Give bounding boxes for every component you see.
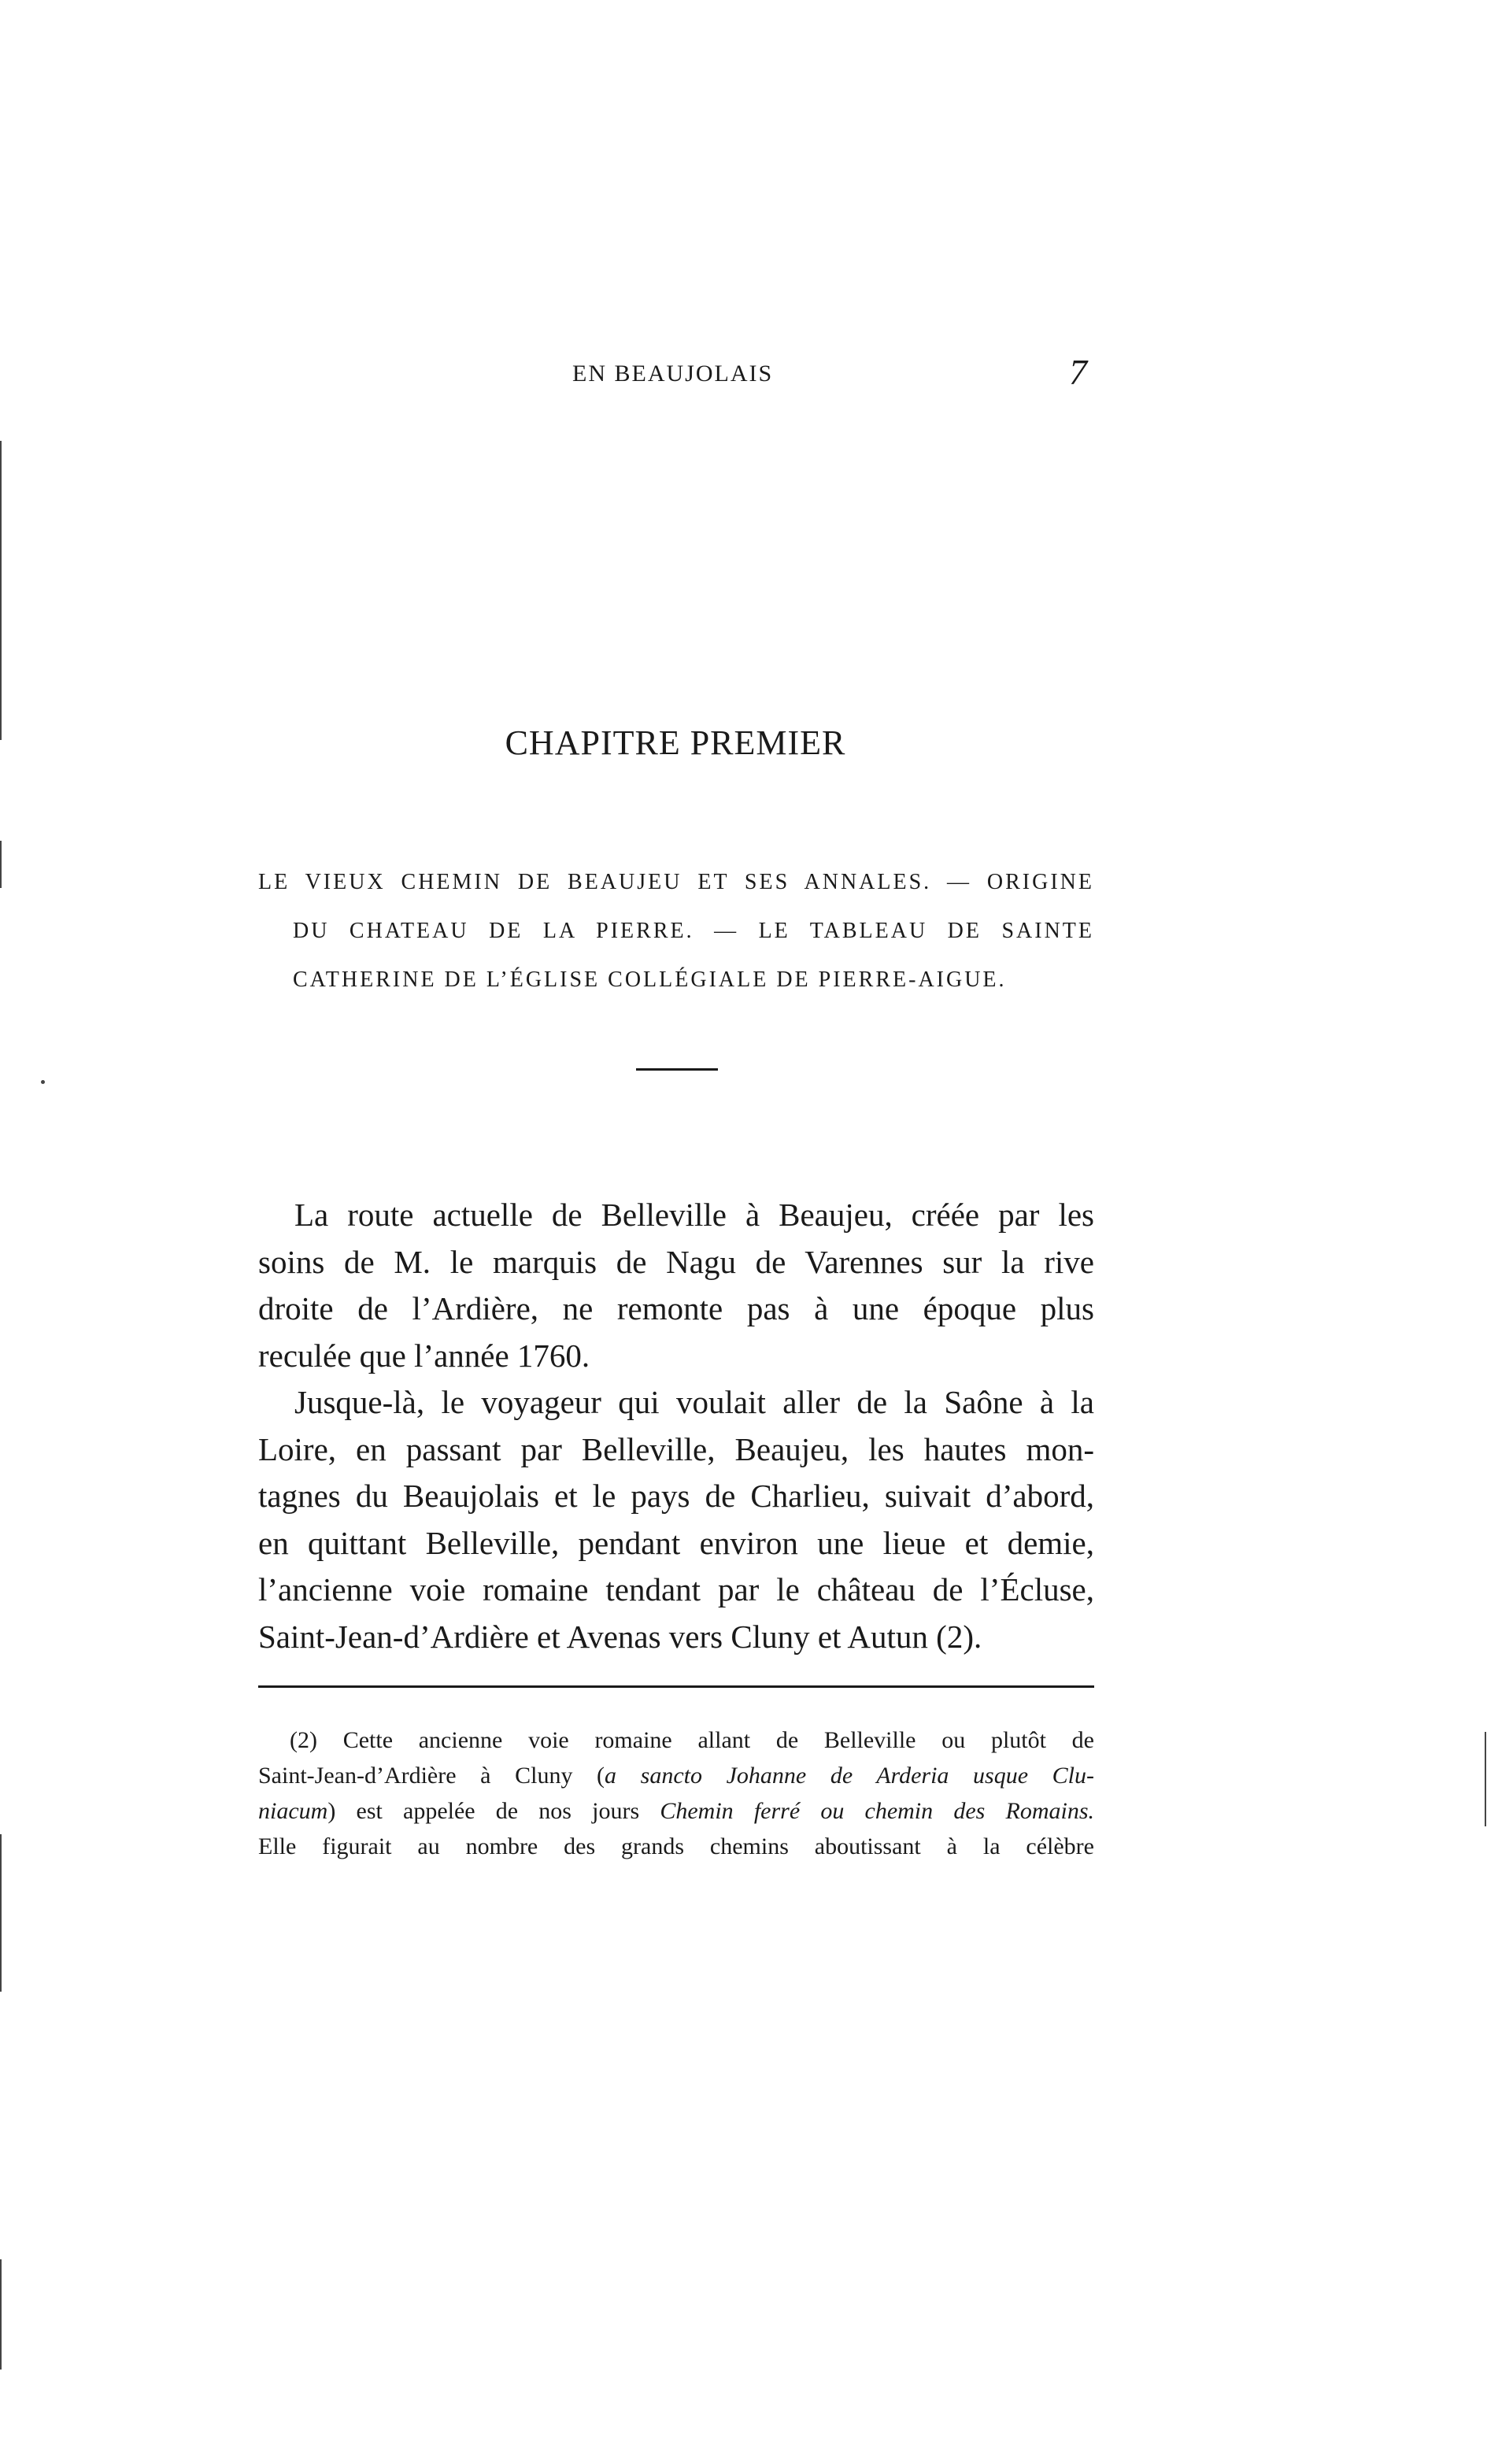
chapter-summary xyxy=(258,858,1094,1004)
footnote-line-4: Elle figurait au nombre des grands chemins aboutissant à la célèbre xyxy=(258,1833,1094,1859)
paragraph-1-line-2: soins de M. le marquis de Nagu de Varennes sur la rive xyxy=(258,1243,1094,1280)
paragraph-2 xyxy=(258,1379,1094,1660)
paragraph-1-line-4: reculée que l’année 1760. xyxy=(258,1337,590,1374)
section-divider xyxy=(636,1068,718,1071)
footnote xyxy=(258,1722,1094,1864)
summary-line-2: DU CHATEAU DE LA PIERRE. — LE TABLEAU DE SAINTE xyxy=(293,919,1094,943)
running-title: EN BEAUJOLAIS xyxy=(572,361,774,387)
paragraph-1-line-1: La route actuelle de Belleville à Beaujeu, créée par les xyxy=(294,1197,1094,1233)
footnote-line-2 xyxy=(258,1758,1094,1793)
footnote-line-3-name: Chemin ferré ou chemin des Romains. xyxy=(660,1798,1094,1824)
paragraph-2-line-1: Jusque-là, le voyageur qui voulait aller de la Saône à la xyxy=(294,1384,1094,1420)
footnote-line-2-text: Saint-Jean-d’Ardière à Cluny ( xyxy=(258,1763,605,1789)
footnote-separator xyxy=(258,1685,1094,1688)
scan-speck xyxy=(41,1080,45,1084)
scan-edge-mark xyxy=(0,441,2,740)
footnote-line-1: (2) Cette ancienne voie romaine allant de Belleville ou plutôt de xyxy=(290,1727,1094,1753)
paragraph-2-line-4: en quittant Belleville, pendant environ une lieue et demie, xyxy=(258,1524,1094,1561)
scan-edge-mark xyxy=(0,1834,2,1992)
scan-edge-mark xyxy=(0,841,2,888)
paragraph-1-line-3: droite de l’Ardière, ne remonte pas à une époque plus xyxy=(258,1290,1094,1326)
scan-edge-mark xyxy=(1485,1732,1486,1826)
summary-line-1: LE VIEUX CHEMIN DE BEAUJEU ET SES ANNALES. — ORIGINE xyxy=(258,870,1094,894)
body-text xyxy=(258,1192,1094,1660)
scan-edge-mark xyxy=(0,2259,2,2370)
footnote-line-2-latin: a sancto Johanne de Arderia usque Clu- xyxy=(605,1763,1094,1789)
footnote-line-3 xyxy=(258,1793,1094,1829)
footnote-line-3-text: ) est appelée de nos jours xyxy=(327,1798,660,1824)
paragraph-2-line-2: Loire, en passant par Belleville, Beaujeu, les hautes mon- xyxy=(258,1430,1094,1467)
summary-line-3: CATHERINE DE L’ÉGLISE COLLÉGIALE DE PIERRE-AIGUE. xyxy=(293,967,1007,992)
page-number: 7 xyxy=(1069,352,1087,392)
chapter-title: CHAPITRE PREMIER xyxy=(505,723,846,762)
paragraph-1 xyxy=(258,1192,1094,1379)
paragraph-2-line-6: Saint-Jean-d’Ardière et Avenas vers Cluny et Autun (2). xyxy=(258,1618,982,1655)
paragraph-2-line-3: tagnes du Beaujolais et le pays de Charlieu, suivait d’abord, xyxy=(258,1478,1094,1514)
paragraph-2-line-5: l’ancienne voie romaine tendant par le château de l’Écluse, xyxy=(258,1571,1094,1608)
footnote-line-3-latin: niacum xyxy=(258,1798,328,1824)
